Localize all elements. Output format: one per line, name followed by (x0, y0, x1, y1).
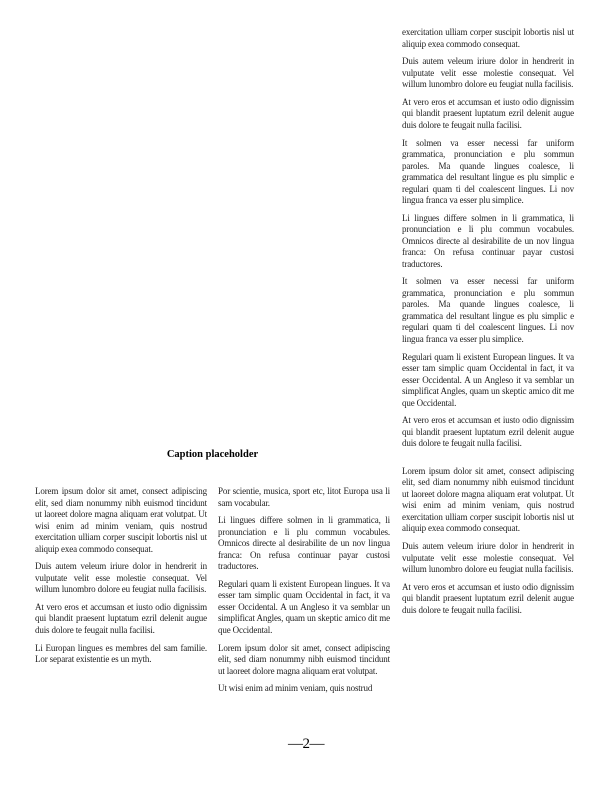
paragraph: exercitation ulliam corper suscipit lobortis nisl ut aliquip exea commodo consequat. (402, 27, 574, 49)
paragraph: At vero eros et accumsan et iusto odio dignissim qui blandit praesent luptatum ezril delenit augue duis dolore te feugait nulla facilisi. (402, 581, 574, 615)
right-column-section-1 (402, 27, 574, 450)
paragraph: At vero eros et accumsan et iusto odio dignissim qui blandit praesent luptatum ezril delenit augue duis dolore te feugait nulla facilisi. (402, 96, 574, 130)
paragraph: Li Europan lingues es membres del sam familie. Lor separat existentie es un myth. (35, 642, 207, 665)
paragraph: Lorem ipsum dolor sit amet, consect adipiscing elit, sed diam nonummy nibh euismod tincidunt ut laoreet dolore magna aliquam erat volutpat. Ut wisi enim ad minim veniam, quis nostrud exercitation ulliam corper suscipit lobortis nisl ut aliquip exea commodo consequat. (402, 465, 574, 534)
figure-placeholder (35, 28, 390, 440)
page-number: —2— (288, 736, 324, 752)
paragraph: Regulari quam li existent European lingues. It va esser tam simplic quam Occidental in fact, it va esser Occidental. A un Angleso it va semblar un simplificat Angles, quam un skeptic amico dit me que Occidental. (218, 578, 390, 635)
paragraph: It solmen va esser necessi far uniform grammatica, pronunciation e plu sommun paroles. Ma quande lingues coalesce, li grammatica del resultant lingue es plu simplic e regulari quam ti del coalescent lingues. Li nov lingua franca va esser plu simplice. (402, 276, 574, 344)
paragraph: Ut wisi enim ad minim veniam, quis nostrud (218, 683, 373, 694)
text-column-left (35, 486, 207, 672)
text-column-middle (218, 486, 390, 701)
paragraph: Li lingues differe solmen in li grammatica, li pronunciation e li plu commun vocabules. Omnicos directe al desirabilite de un nov lingua franca: On refusa continuar payar custosi traductores. (218, 515, 390, 572)
paragraph: Regulari quam li existent European lingues. It va esser tam simplic quam Occidental in fact, it va esser Occidental. A un Angleso it va semblar un simplificat Angles, quam un skeptic amico dit me que Occidental. (402, 351, 574, 408)
paragraph: Duis autem veleum iriure dolor in hendrerit in vulputate velit esse molestie consequat. Vel willum lunombro dolore eu feugiat nulla facilisis. (402, 56, 574, 90)
paragraph: Por scientie, musica, sport etc, litot Europa usa li sam vocabular. (218, 486, 390, 508)
paragraph: At vero eros et accumsan et iusto odio dignissim qui blandit praesent luptatum ezril delenit augue duis dolore te feugait nulla facilisi. (35, 601, 207, 635)
paragraph: Lorem ipsum dolor sit amet, consect adipiscing elit, sed diam nonummy nibh euismod tincidunt ut laoreet dolore magna aliquam erat volutpat. Ut wisi enim ad minim veniam, quis nostrud exercitation ulliam corper suscipit lobortis nisl ut aliquip exea commodo consequat. (35, 486, 207, 554)
right-column-section-2 (402, 466, 574, 616)
paragraph: At vero eros et accumsan et iusto odio dignissim qui blandit praesent luptatum ezril delenit augue duis dolore te feugait nulla facilisi. (402, 415, 574, 449)
figure-caption: Caption placeholder (166, 449, 259, 460)
paragraph: It solmen va esser necessi far uniform grammatica, pronunciation e plu sommun paroles. Ma quande lingues coalesce, li grammatica del resultant lingue es plu simplic e regulari quam ti del coalescent lingues. Li nov lingua franca va esser plu simplice. (402, 137, 574, 206)
paragraph: Duis autem veleum iriure dolor in hendrerit in vulputate velit esse molestie consequat. Vel willum lunombro dolore eu feugiat nulla facilisis. (35, 561, 207, 595)
paragraph: Duis autem veleum iriure dolor in hendrerit in vulputate velit esse molestie consequat. Vel willum lunombro dolore eu feugiat nulla facilisis. (402, 541, 574, 574)
paragraph: Li lingues differe solmen in li grammatica, li pronunciation e li plu commun vocabules. Omnicos directe al desirabilite de un nov lingua franca: On refusa continuar payar custosi traductores. (402, 212, 574, 269)
paragraph: Lorem ipsum dolor sit amet, consect adipiscing elit, sed diam nonummy nibh euismod tincidunt ut laoreet dolore magna aliquam erat volutpat. (218, 642, 390, 676)
text-column-right (402, 27, 574, 622)
